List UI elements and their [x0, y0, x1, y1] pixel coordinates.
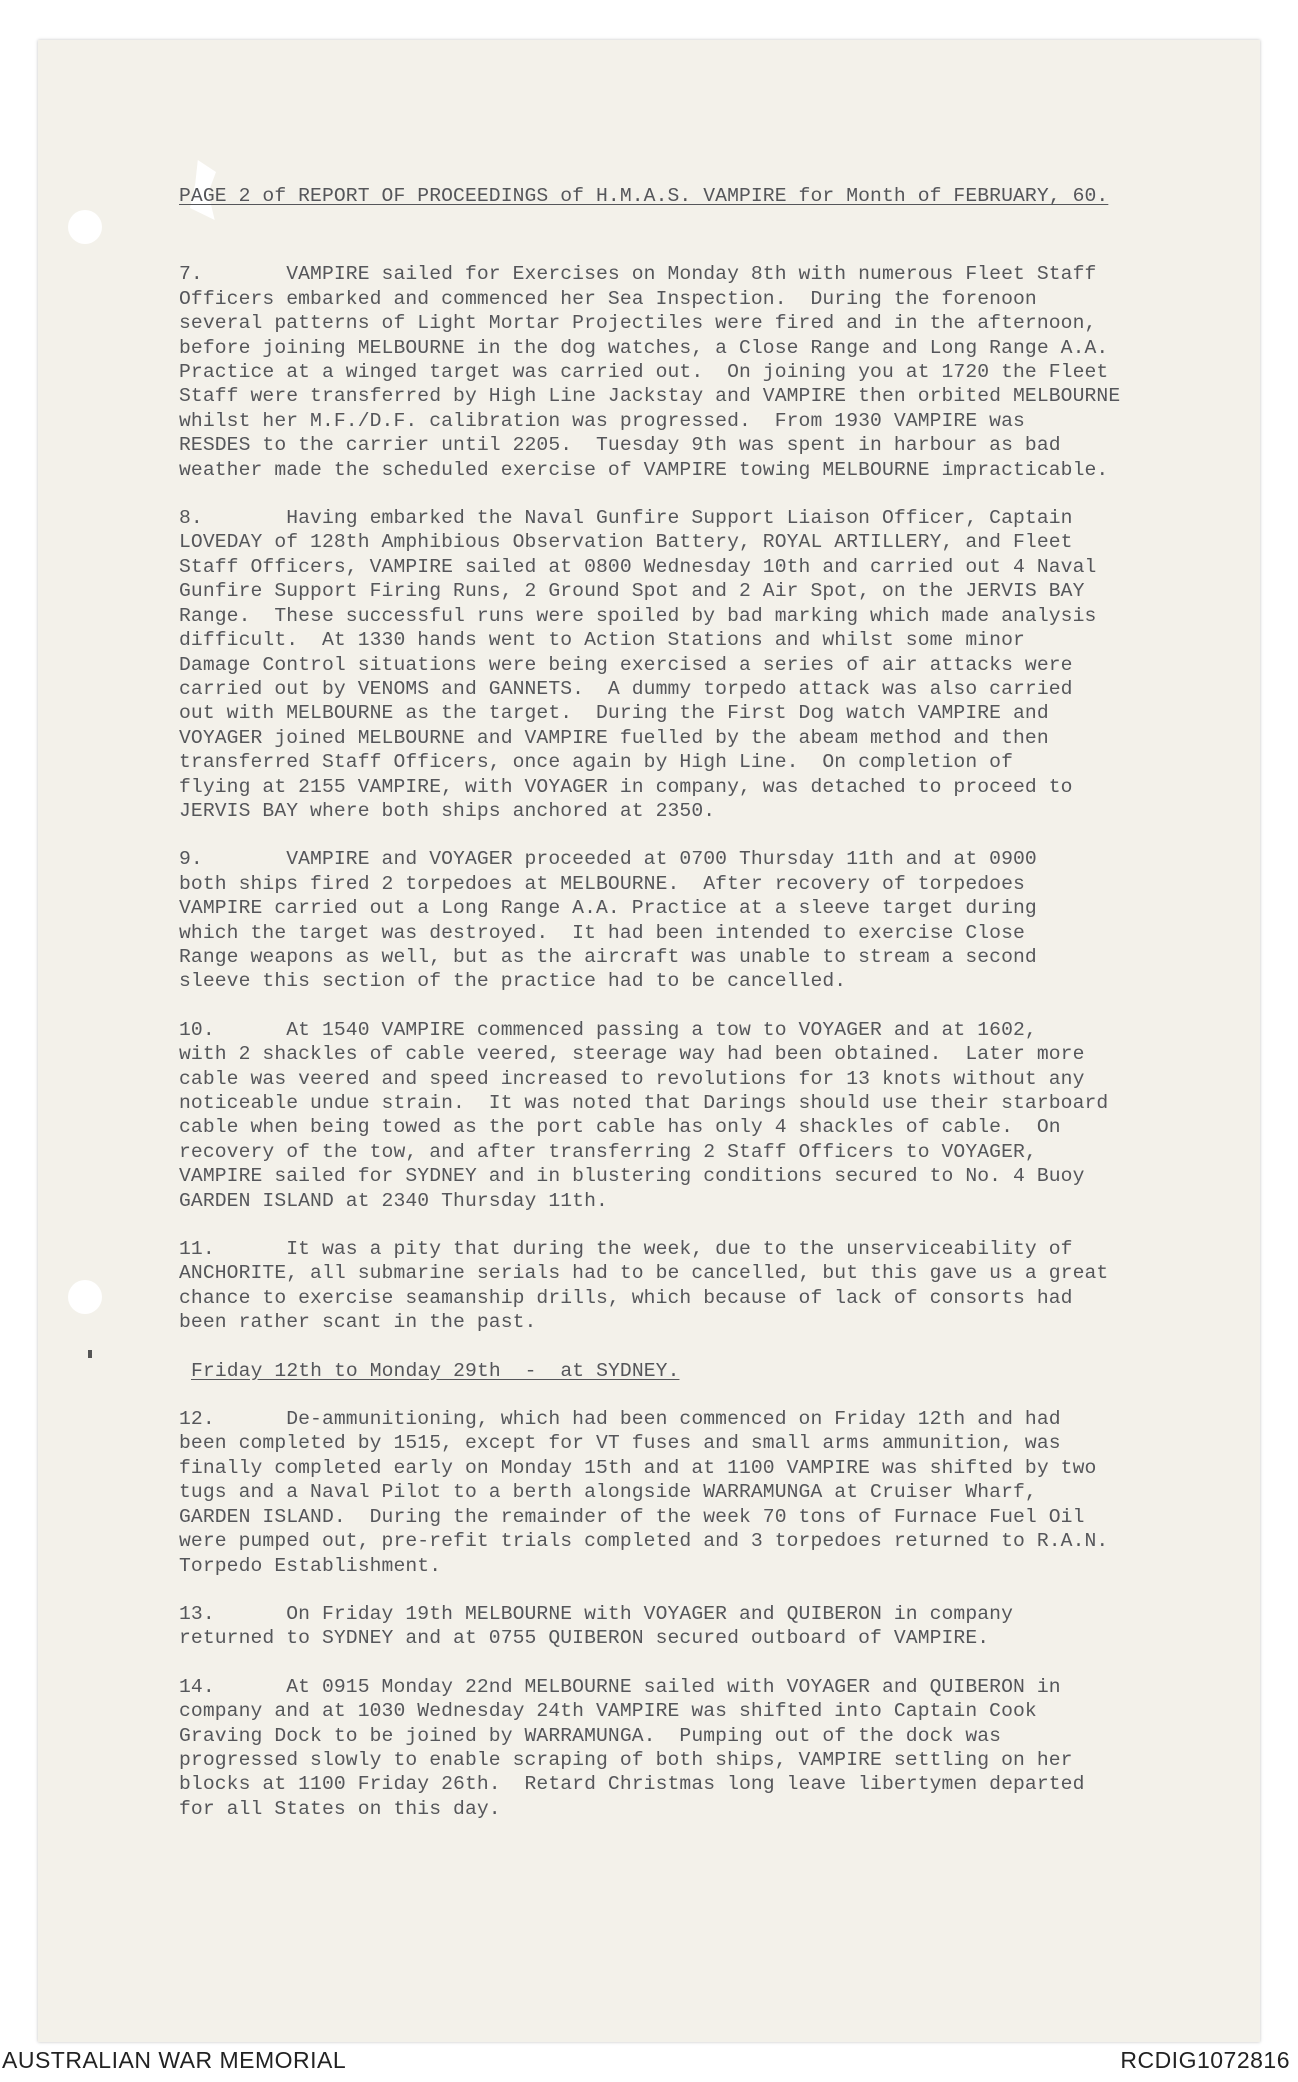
paragraph — [179, 1675, 1159, 1821]
paragraph-line: RESDES to the carrier until 2205. Tuesday 9th was spent in harbour as bad — [179, 434, 1061, 457]
paragraph-line: 12. De-ammunitioning, which had been commenced on Friday 12th and had — [179, 1408, 1061, 1431]
paragraphs-part-2 — [179, 1407, 1159, 1821]
paragraph-line: several patterns of Light Mortar Projectiles were fired and in the afternoon, — [179, 312, 1097, 335]
paragraph-line: 11. It was a pity that during the week, due to the unserviceability of — [179, 1238, 1073, 1261]
paragraph-line: 9. VAMPIRE and VOYAGER proceeded at 0700 Thursday 11th and at 0900 — [179, 848, 1037, 871]
paragraph-line: Staff were transferred by High Line Jackstay and VAMPIRE then orbited MELBOURNE — [179, 385, 1121, 408]
paragraph-line: company and at 1030 Wednesday 24th VAMPIRE was shifted into Captain Cook — [179, 1700, 1037, 1723]
paragraph-line: ANCHORITE, all submarine serials had to be cancelled, but this gave us a great — [179, 1262, 1109, 1285]
document-body — [179, 184, 1159, 1845]
paragraph-line: sleeve this section of the practice had to be cancelled. — [179, 970, 847, 993]
paragraph — [179, 1237, 1159, 1335]
footer-reference-id: RCDIG1072816 — [1120, 2047, 1290, 2073]
section-heading: Friday 12th to Monday 29th - at SYDNEY. — [191, 1359, 680, 1382]
paragraph — [179, 506, 1159, 823]
paragraph-line: Torpedo Establishment. — [179, 1554, 442, 1577]
paragraph-line: GARDEN ISLAND at 2340 Thursday 11th. — [179, 1189, 608, 1212]
paragraph-line: Officers embarked and commenced her Sea Inspection. During the forenoon — [179, 287, 1037, 310]
paragraph-line: cable was veered and speed increased to revolutions for 13 knots without any — [179, 1067, 1085, 1090]
paragraph-line: whilst her M.F./D.F. calibration was progressed. From 1930 VAMPIRE was — [179, 409, 1025, 432]
paragraph-line: Staff Officers, VAMPIRE sailed at 0800 Wednesday 10th and carried out 4 Naval — [179, 555, 1097, 578]
paragraph-line: 14. At 0915 Monday 22nd MELBOURNE sailed with VOYAGER and QUIBERON in — [179, 1675, 1061, 1698]
paragraph-line: carried out by VENOMS and GANNETS. A dummy torpedo attack was also carried — [179, 677, 1073, 700]
paragraph-line: Practice at a winged target was carried out. On joining you at 1720 the Fleet — [179, 361, 1109, 384]
paragraph-line: weather made the scheduled exercise of VAMPIRE towing MELBOURNE impracticable. — [179, 458, 1109, 481]
paragraph — [179, 262, 1159, 482]
paragraph-line: were pumped out, pre-refit trials completed and 3 torpedoes returned to R.A.N. — [179, 1530, 1109, 1553]
paragraph-line: Gunfire Support Firing Runs, 2 Ground Spot and 2 Air Spot, on the JERVIS BAY — [179, 580, 1085, 603]
paragraph-line: VOYAGER joined MELBOURNE and VAMPIRE fuelled by the abeam method and then — [179, 726, 1049, 749]
paragraph-line: difficult. At 1330 hands went to Action Stations and whilst some minor — [179, 629, 1025, 652]
paragraph-line: which the target was destroyed. It had been intended to exercise Close — [179, 921, 1025, 944]
paragraph-line: chance to exercise seamanship drills, which because of lack of consorts had — [179, 1286, 1073, 1309]
paragraph-line: 8. Having embarked the Naval Gunfire Support Liaison Officer, Captain — [179, 507, 1073, 530]
paragraph-line: JERVIS BAY where both ships anchored at 2350. — [179, 799, 716, 822]
paragraphs-part-1 — [179, 262, 1159, 1334]
punch-hole — [68, 210, 102, 244]
paragraph-line: been rather scant in the past. — [179, 1311, 537, 1334]
paragraph-line: 10. At 1540 VAMPIRE commenced passing a tow to VOYAGER and at 1602, — [179, 1018, 1037, 1041]
paragraph — [179, 1602, 1159, 1651]
paragraph-line: transferred Staff Officers, once again by High Line. On completion of — [179, 751, 1014, 774]
paragraph-line: Range. These successful runs were spoiled by bad marking which made analysis — [179, 604, 1097, 627]
paragraph-line: VAMPIRE carried out a Long Range A.A. Practice at a sleeve target during — [179, 897, 1037, 920]
paragraph — [179, 1018, 1159, 1213]
paragraph-line: with 2 shackles of cable veered, steerage way had been obtained. Later more — [179, 1043, 1085, 1066]
paragraph-line: recovery of the tow, and after transferring 2 Staff Officers to VOYAGER, — [179, 1140, 1037, 1163]
paragraph-line: GARDEN ISLAND. During the remainder of the week 70 tons of Furnace Fuel Oil — [179, 1505, 1085, 1528]
paragraph-line: Range weapons as well, but as the aircraft was unable to stream a second — [179, 945, 1037, 968]
footer-credit: AUSTRALIAN WAR MEMORIAL — [2, 2047, 347, 2073]
paragraph-line: cable when being towed as the port cable has only 4 shackles of cable. On — [179, 1116, 1061, 1139]
paragraph-line: noticeable undue strain. It was noted that Darings should use their starboard — [179, 1092, 1109, 1114]
paragraph-line: Damage Control situations were being exercised a series of air attacks were — [179, 653, 1073, 676]
paragraph-line: flying at 2155 VAMPIRE, with VOYAGER in company, was detached to proceed to — [179, 775, 1073, 798]
paragraph-line: before joining MELBOURNE in the dog watches, a Close Range and Long Range A.A. — [179, 336, 1109, 359]
paragraph-line: out with MELBOURNE as the target. During the First Dog watch VAMPIRE and — [179, 702, 1049, 725]
paragraph-line: LOVEDAY of 128th Amphibious Observation Battery, ROYAL ARTILLERY, and Fleet — [179, 531, 1073, 554]
paragraph-line: 7. VAMPIRE sailed for Exercises on Monday 8th with numerous Fleet Staff — [179, 263, 1097, 286]
paragraph-line: been completed by 1515, except for VT fuses and small arms ammunition, was — [179, 1432, 1061, 1455]
paragraph-line: blocks at 1100 Friday 26th. Retard Christmas long leave libertymen departed — [179, 1773, 1085, 1796]
paragraph-line: Graving Dock to be joined by WARRAMUNGA. Pumping out of the dock was — [179, 1724, 1002, 1747]
paragraph-line: returned to SYDNEY and at 0755 QUIBERON secured outboard of VAMPIRE. — [179, 1627, 990, 1650]
paragraph-line: for all States on this day. — [179, 1797, 501, 1820]
punch-hole — [68, 1280, 102, 1314]
paragraph-line: finally completed early on Monday 15th and at 1100 VAMPIRE was shifted by two — [179, 1456, 1097, 1479]
paragraph-line: VAMPIRE sailed for SYDNEY and in blustering conditions secured to No. 4 Buoy — [179, 1165, 1085, 1188]
paragraph — [179, 1407, 1159, 1578]
paragraph-line: both ships fired 2 torpedoes at MELBOURNE. After recovery of torpedoes — [179, 872, 1025, 895]
paragraph-line: tugs and a Naval Pilot to a berth alongside WARRAMUNGA at Cruiser Wharf, — [179, 1481, 1037, 1504]
paper-speck — [88, 1350, 92, 1358]
paragraph-line: progressed slowly to enable scraping of both ships, VAMPIRE settling on her — [179, 1748, 1073, 1771]
paragraph — [179, 847, 1159, 993]
page-heading: PAGE 2 of REPORT OF PROCEEDINGS of H.M.A.S. VAMPIRE for Month of FEBRUARY, 60. — [179, 185, 1109, 207]
paragraph-line: 13. On Friday 19th MELBOURNE with VOYAGER and QUIBERON in company — [179, 1602, 1014, 1625]
